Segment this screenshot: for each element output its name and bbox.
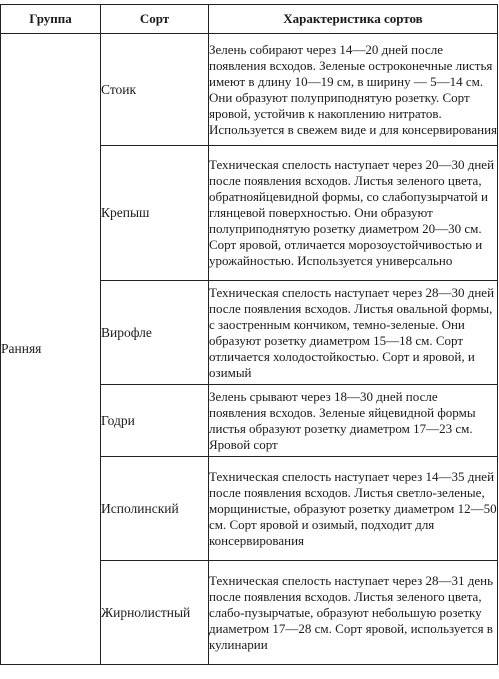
header-group: Группа <box>1 5 101 34</box>
variety-name: Годри <box>101 385 209 457</box>
variety-description: Техническая спелость наступает через 28—31 день после появления всходов. Листья зеленого цвета, слабо-пузырчатые, образуют небольшую розетку диаметром 17—28 см. Сорт яровой, используется в кулинарии <box>209 561 498 665</box>
header-variety: Сорт <box>101 5 209 34</box>
variety-name: Вирофле <box>101 281 209 385</box>
table-row <box>1 34 498 146</box>
header-description: Характеристика сортов <box>209 5 498 34</box>
header-row <box>1 5 498 34</box>
group-cell: Ранняя <box>1 34 101 665</box>
variety-description: Техническая спелость наступает через 14—35 дней после появления всходов. Листья светло-зеленые, морщинистые, образуют розетку диаметром 12—50 см. Сорт яровой и озимый, подходит для консервирования <box>209 457 498 561</box>
variety-description: Техническая спелость наступает через 20—30 дней после появления всходов. Листья зеленого цвета, обратнояйцевидной формы, со слабопузырчатой и глянцевой поверхностью. Они образуют полуприподнятую розетку диаметром 20—30 см. Сорт яровой, отличается морозоустойчивостью и урожайностью. Используется универсально <box>209 146 498 281</box>
variety-name: Исполинский <box>101 457 209 561</box>
lettuce-varieties-table <box>0 4 498 665</box>
variety-name: Стоик <box>101 34 209 146</box>
variety-name: Крепыш <box>101 146 209 281</box>
variety-name: Жирнолистный <box>101 561 209 665</box>
variety-description: Зелень собирают через 14—20 дней после появления всходов. Зеленые остроконечные листья имеют в длину 10—19 см, в ширину — 5—14 см. Они образуют полуприподнятую розетку. Сорт яровой, устойчив к накоплению нитратов. Используется в свежем виде и для консервирования <box>209 34 498 146</box>
variety-description: Зелень срывают через 18—30 дней после появления всходов. Зеленые яйцевидной формы листья образуют розетку диаметром 17—23 см. Яровой сорт <box>209 385 498 457</box>
variety-description: Техническая спелость наступает через 28—30 дней после появления всходов. Листья овальной формы, с заостренным кончиком, темно-зеленые. Они образуют розетку диаметром 15—18 см. Сорт отличается холодостойкостью. Сорт и яровой, и озимый <box>209 281 498 385</box>
